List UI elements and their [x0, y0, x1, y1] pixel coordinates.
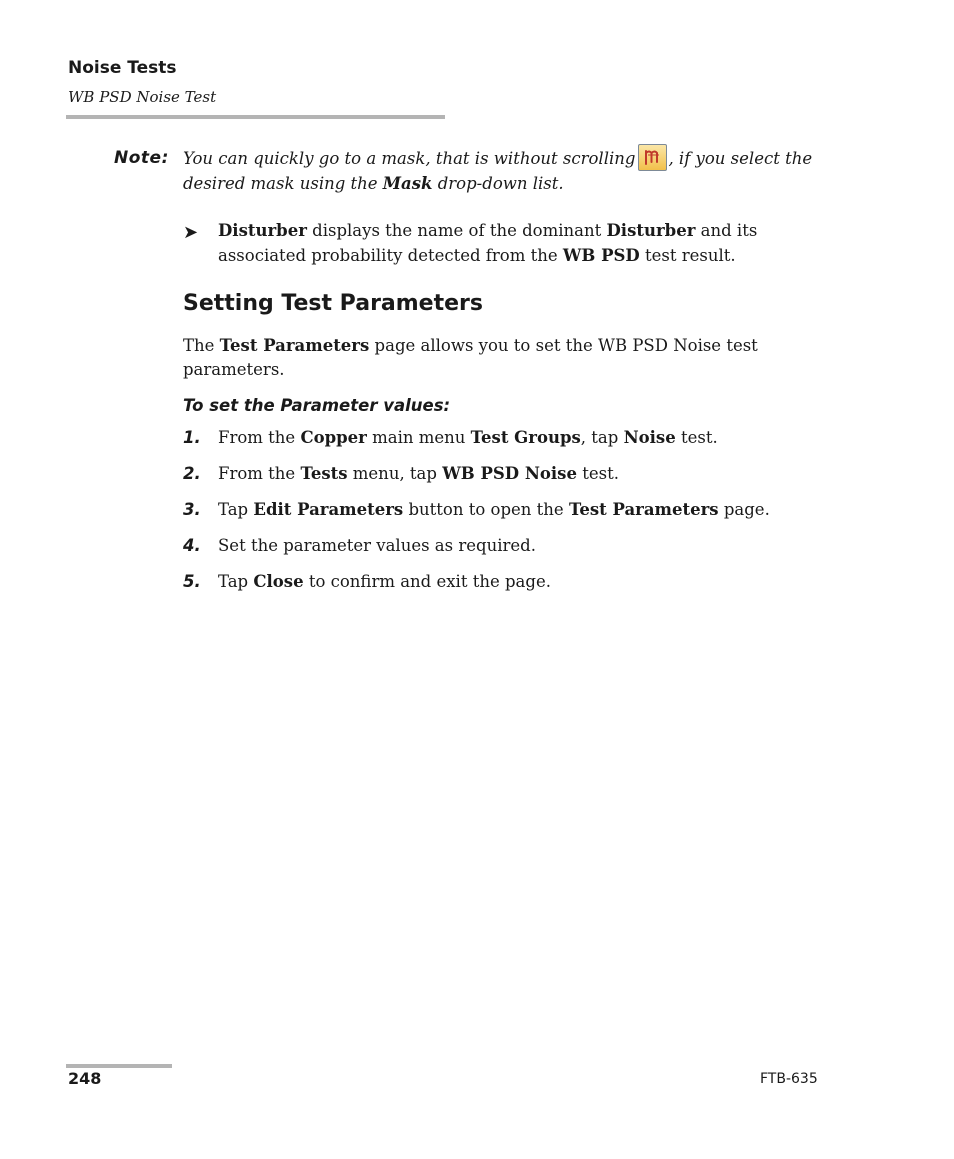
step-part: , tap [580, 428, 624, 447]
intro-part: page allows you to set the WB PSD Noise test parameters. [183, 336, 758, 379]
bullet-bold: Disturber [218, 221, 307, 240]
header-divider [66, 115, 445, 119]
step-text [218, 570, 551, 594]
procedure-title: To set the Parameter values: [183, 396, 451, 415]
step-number: 5. [183, 572, 201, 591]
step-number: 1. [183, 428, 201, 447]
step-bold: Noise [623, 428, 676, 447]
step-bold: Edit Parameters [253, 500, 404, 519]
step-part: to confirm and exit the page. [303, 572, 551, 591]
step-text [218, 426, 718, 450]
note-label: Note: [114, 148, 169, 168]
step-part: main menu [366, 428, 471, 447]
bullet-bold: Disturber [606, 221, 696, 240]
step-bold: Close [253, 572, 304, 591]
step-number: 3. [183, 500, 201, 519]
page-number: 248 [68, 1069, 102, 1088]
step-bold: Test Groups [470, 428, 581, 447]
bullet-arrow-icon: ➤ [183, 222, 199, 243]
step-part: page. [718, 500, 770, 519]
step-part: test. [576, 464, 619, 483]
bullet-part: test result. [639, 246, 736, 265]
note-text-part: You can quickly go to a mask, that is without scrolling [183, 149, 636, 168]
intro-paragraph [183, 334, 803, 382]
step-number: 2. [183, 464, 201, 483]
note-text-part: drop-down list. [432, 174, 564, 193]
step-bold: WB PSD Noise [442, 464, 577, 483]
step-part: From the [218, 428, 301, 447]
note-text-part: , if you select the desired mask using the [183, 149, 813, 193]
step-text [218, 498, 770, 522]
note-text [183, 146, 843, 196]
step-part: button to open the [403, 500, 569, 519]
bullet-text [218, 218, 818, 268]
note-bold-word: Mask [382, 174, 433, 193]
footer-divider [66, 1064, 172, 1068]
step-text [218, 462, 619, 486]
step-number: 4. [183, 536, 201, 555]
step-part: Set the parameter values as required. [218, 536, 536, 555]
step-part: test. [675, 428, 718, 447]
intro-part: The [183, 336, 220, 355]
bullet-bold: WB PSD [562, 246, 640, 265]
step-part: Tap [218, 500, 254, 519]
step-bold: Tests [300, 464, 348, 483]
step-bold: Test Parameters [568, 500, 719, 519]
bullet-part: and its associated probability detected from the [218, 221, 758, 265]
intro-bold: Test Parameters [219, 336, 370, 355]
step-bold: Copper [300, 428, 367, 447]
step-part: From the [218, 464, 301, 483]
product-name: FTB-635 [760, 1071, 818, 1087]
step-part: menu, tap [347, 464, 443, 483]
step-part: Tap [218, 572, 254, 591]
step-text [218, 534, 536, 558]
running-header-section: WB PSD Noise Test [68, 88, 217, 106]
section-heading: Setting Test Parameters [183, 291, 483, 316]
bullet-part: displays the name of the dominant [306, 221, 607, 240]
mask-shortcut-icon [638, 144, 667, 171]
running-header-chapter: Noise Tests [68, 58, 177, 78]
